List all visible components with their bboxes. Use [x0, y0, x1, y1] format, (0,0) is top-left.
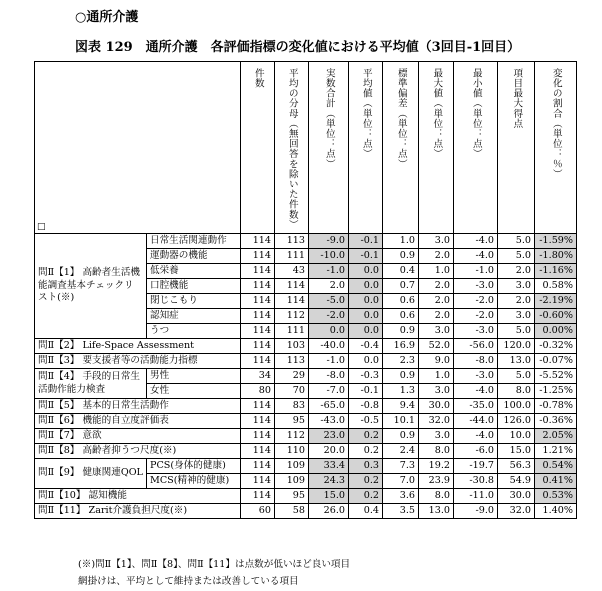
cell-count: 114	[241, 399, 275, 414]
cell-sd: 7.3	[383, 459, 419, 474]
cell-max-score: 3.0	[498, 279, 535, 294]
cell-rate: 1.21%	[535, 444, 577, 459]
sub-label: 口腔機能	[147, 279, 241, 294]
cell-mean: 0.4	[349, 504, 383, 519]
table-row	[35, 459, 577, 474]
cell-max-score: 5.0	[498, 369, 535, 384]
cell-rate: -1.25%	[535, 384, 577, 399]
cell-max: 9.0	[419, 354, 454, 369]
cell-denominator: 109	[275, 459, 309, 474]
cell-sd: 1.0	[383, 234, 419, 249]
cell-denominator: 111	[275, 249, 309, 264]
cell-sd: 2.3	[383, 354, 419, 369]
cell-rate: -1.80%	[535, 249, 577, 264]
cell-count: 114	[241, 324, 275, 339]
row-label: 問Ⅱ【6】 機能的自立度評価表	[35, 414, 241, 429]
cell-denominator: 112	[275, 429, 309, 444]
group-label-iadl: 問Ⅱ【4】 手段的日常生活動作能力検査	[35, 369, 147, 399]
cell-min: -8.0	[454, 354, 498, 369]
sub-label: 運動器の機能	[147, 249, 241, 264]
cell-rate: -2.19%	[535, 294, 577, 309]
cell-count: 114	[241, 234, 275, 249]
cell-sd: 1.3	[383, 384, 419, 399]
header-mean: 平均値（単位：点）	[349, 62, 383, 234]
cell-max-score: 8.0	[498, 384, 535, 399]
cell-denominator: 83	[275, 399, 309, 414]
cell-rate: 1.40%	[535, 504, 577, 519]
cell-max: 2.0	[419, 249, 454, 264]
cell-count: 80	[241, 384, 275, 399]
cell-sd: 0.6	[383, 294, 419, 309]
cell-count: 114	[241, 474, 275, 489]
cell-mean: -0.1	[349, 234, 383, 249]
cell-sd: 10.1	[383, 414, 419, 429]
group-label-qol: 問Ⅱ【9】 健康関連QOL	[35, 459, 147, 489]
cell-count: 114	[241, 459, 275, 474]
cell-max-score: 2.0	[498, 264, 535, 279]
cell-max: 3.0	[419, 324, 454, 339]
footnote-shading: 網掛けは、平均として維持または改善している項目	[78, 576, 299, 587]
cell-denominator: 114	[275, 294, 309, 309]
row-label: 問Ⅱ【2】 Life-Space Assessment	[35, 339, 241, 354]
cell-sd: 0.7	[383, 279, 419, 294]
header-row	[35, 62, 577, 234]
cell-sd: 16.9	[383, 339, 419, 354]
cell-rate: 0.58%	[535, 279, 577, 294]
cell-total: 26.0	[309, 504, 349, 519]
row-label: 問Ⅱ【3】 要支援者等の活動能力指標	[35, 354, 241, 369]
cell-max: 1.0	[419, 369, 454, 384]
cell-count: 114	[241, 354, 275, 369]
cell-min: -3.0	[454, 369, 498, 384]
cell-min: -19.7	[454, 459, 498, 474]
cell-max-score: 10.0	[498, 429, 535, 444]
cell-sd: 0.9	[383, 324, 419, 339]
cell-total: -40.0	[309, 339, 349, 354]
header-max: 最大値（単位：点）	[419, 62, 454, 234]
cell-sd: 2.4	[383, 444, 419, 459]
cell-max: 19.2	[419, 459, 454, 474]
corner-cell: □	[35, 62, 241, 234]
cell-total: -7.0	[309, 384, 349, 399]
cell-count: 114	[241, 489, 275, 504]
cell-total: -1.0	[309, 264, 349, 279]
header-sd: 標準偏差（単位：点）	[383, 62, 419, 234]
row-label: 問Ⅱ【5】 基本的日常生活動作	[35, 399, 241, 414]
cell-max: 13.0	[419, 504, 454, 519]
sub-label: PCS(身体的健康)	[147, 459, 241, 474]
cell-total: 15.0	[309, 489, 349, 504]
cell-mean: -0.1	[349, 384, 383, 399]
cell-count: 114	[241, 309, 275, 324]
cell-max-score: 30.0	[498, 489, 535, 504]
footnotes	[78, 556, 350, 590]
cell-max-score: 13.0	[498, 354, 535, 369]
sub-label: 閉じこもり	[147, 294, 241, 309]
cell-sd: 3.6	[383, 489, 419, 504]
cell-denominator: 113	[275, 354, 309, 369]
cell-max: 8.0	[419, 444, 454, 459]
cell-total: -1.0	[309, 354, 349, 369]
table-row	[35, 234, 577, 249]
cell-max-score: 3.0	[498, 309, 535, 324]
cell-count: 114	[241, 429, 275, 444]
cell-count: 114	[241, 339, 275, 354]
cell-mean: 0.2	[349, 474, 383, 489]
row-label: 問Ⅱ【10】 認知機能	[35, 489, 241, 504]
cell-count: 114	[241, 414, 275, 429]
cell-mean: -0.4	[349, 339, 383, 354]
cell-sd: 0.4	[383, 264, 419, 279]
cell-min: -6.0	[454, 444, 498, 459]
cell-rate: -1.16%	[535, 264, 577, 279]
cell-count: 114	[241, 444, 275, 459]
cell-mean: 0.2	[349, 444, 383, 459]
cell-sd: 0.9	[383, 429, 419, 444]
row-label: 問Ⅱ【7】 意欲	[35, 429, 241, 444]
cell-count: 114	[241, 264, 275, 279]
cell-min: -4.0	[454, 429, 498, 444]
evaluation-table	[34, 61, 577, 519]
cell-mean: 0.0	[349, 294, 383, 309]
cell-min: -44.0	[454, 414, 498, 429]
cell-max-score: 5.0	[498, 249, 535, 264]
cell-mean: 0.2	[349, 429, 383, 444]
table-row	[35, 444, 577, 459]
cell-rate: -0.78%	[535, 399, 577, 414]
table-row	[35, 339, 577, 354]
cell-min: -2.0	[454, 294, 498, 309]
sub-label: 女性	[147, 384, 241, 399]
cell-rate: 0.54%	[535, 459, 577, 474]
cell-max: 3.0	[419, 429, 454, 444]
cell-denominator: 95	[275, 489, 309, 504]
cell-min: -3.0	[454, 279, 498, 294]
cell-min: -56.0	[454, 339, 498, 354]
cell-denominator: 103	[275, 339, 309, 354]
cell-rate: -5.52%	[535, 369, 577, 384]
cell-max-score: 100.0	[498, 399, 535, 414]
cell-denominator: 110	[275, 444, 309, 459]
cell-min: -11.0	[454, 489, 498, 504]
cell-mean: 0.0	[349, 279, 383, 294]
cell-total: 2.0	[309, 279, 349, 294]
cell-min: -35.0	[454, 399, 498, 414]
cell-rate: -0.60%	[535, 309, 577, 324]
cell-max: 23.9	[419, 474, 454, 489]
cell-max-score: 2.0	[498, 294, 535, 309]
cell-sd: 9.4	[383, 399, 419, 414]
cell-min: -2.0	[454, 309, 498, 324]
cell-mean: -0.3	[349, 369, 383, 384]
cell-mean: -0.1	[349, 249, 383, 264]
cell-rate: 0.00%	[535, 324, 577, 339]
cell-rate: 0.53%	[535, 489, 577, 504]
cell-denominator: 112	[275, 309, 309, 324]
cell-denominator: 58	[275, 504, 309, 519]
cell-min: -4.0	[454, 234, 498, 249]
cell-max: 1.0	[419, 264, 454, 279]
cell-denominator: 70	[275, 384, 309, 399]
cell-denominator: 109	[275, 474, 309, 489]
cell-mean: 0.0	[349, 264, 383, 279]
group-label-checklist: 問Ⅱ【1】 高齢者生活機能調査基本チェックリスト(※)	[35, 234, 147, 339]
cell-max: 2.0	[419, 309, 454, 324]
cell-count: 114	[241, 249, 275, 264]
cell-denominator: 95	[275, 414, 309, 429]
sub-label: 低栄養	[147, 264, 241, 279]
cell-total: 33.4	[309, 459, 349, 474]
cell-mean: -0.5	[349, 414, 383, 429]
cell-total: -5.0	[309, 294, 349, 309]
cell-max: 52.0	[419, 339, 454, 354]
cell-rate: -0.07%	[535, 354, 577, 369]
cell-sd: 0.9	[383, 249, 419, 264]
cell-sd: 0.9	[383, 369, 419, 384]
cell-min: -9.0	[454, 504, 498, 519]
cell-max: 3.0	[419, 234, 454, 249]
cell-max-score: 5.0	[498, 234, 535, 249]
cell-mean: 0.0	[349, 354, 383, 369]
cell-count: 34	[241, 369, 275, 384]
section-heading: ○通所介護	[75, 10, 139, 25]
header-max-score: 項目最大得点	[498, 62, 535, 234]
cell-total: 24.3	[309, 474, 349, 489]
header-min: 最小値（単位：点）	[454, 62, 498, 234]
cell-max: 2.0	[419, 279, 454, 294]
table-row	[35, 399, 577, 414]
sub-label: 認知症	[147, 309, 241, 324]
cell-max-score: 120.0	[498, 339, 535, 354]
table-row	[35, 489, 577, 504]
cell-rate: -1.59%	[535, 234, 577, 249]
cell-count: 60	[241, 504, 275, 519]
cell-rate: 0.41%	[535, 474, 577, 489]
cell-max: 32.0	[419, 414, 454, 429]
cell-count: 114	[241, 294, 275, 309]
sub-label: 日常生活関連動作	[147, 234, 241, 249]
cell-max-score: 15.0	[498, 444, 535, 459]
cell-max-score: 56.3	[498, 459, 535, 474]
cell-total: -8.0	[309, 369, 349, 384]
sub-label: 男性	[147, 369, 241, 384]
cell-rate: -0.36%	[535, 414, 577, 429]
figure-title: 図表 129 通所介護 各評価指標の変化値における平均値（3回目-1回目）	[75, 40, 521, 55]
cell-rate: -0.32%	[535, 339, 577, 354]
cell-total: 23.0	[309, 429, 349, 444]
cell-min: -1.0	[454, 264, 498, 279]
table-row	[35, 504, 577, 519]
cell-total: -10.0	[309, 249, 349, 264]
cell-sd: 7.0	[383, 474, 419, 489]
cell-sd: 0.6	[383, 309, 419, 324]
cell-max-score: 5.0	[498, 324, 535, 339]
cell-max: 30.0	[419, 399, 454, 414]
header-count: 件数	[241, 62, 275, 234]
table-row	[35, 429, 577, 444]
cell-mean: 0.3	[349, 459, 383, 474]
footnote-lower-is-better: (※)問Ⅱ【1】、問Ⅱ【8】、問Ⅱ【11】は点数が低いほど良い項目	[78, 559, 351, 570]
cell-mean: 0.0	[349, 324, 383, 339]
cell-total: 0.0	[309, 324, 349, 339]
cell-sd: 3.5	[383, 504, 419, 519]
cell-count: 114	[241, 279, 275, 294]
cell-denominator: 114	[275, 279, 309, 294]
row-label: 問Ⅱ【8】 高齢者抑うつ尺度(※)	[35, 444, 241, 459]
cell-total: -43.0	[309, 414, 349, 429]
cell-max: 2.0	[419, 294, 454, 309]
cell-min: -30.8	[454, 474, 498, 489]
cell-max-score: 54.9	[498, 474, 535, 489]
table-row	[35, 414, 577, 429]
cell-mean: 0.2	[349, 489, 383, 504]
cell-min: -3.0	[454, 324, 498, 339]
header-total: 実数合計（単位：点）	[309, 62, 349, 234]
cell-min: -4.0	[454, 249, 498, 264]
cell-min: -4.0	[454, 384, 498, 399]
cell-denominator: 113	[275, 234, 309, 249]
table-row	[35, 354, 577, 369]
cell-denominator: 43	[275, 264, 309, 279]
cell-denominator: 111	[275, 324, 309, 339]
cell-total: -9.0	[309, 234, 349, 249]
header-rate: 変化の割合（単位：％）	[535, 62, 577, 234]
cell-max: 3.0	[419, 384, 454, 399]
cell-mean: 0.0	[349, 309, 383, 324]
sub-label: うつ	[147, 324, 241, 339]
cell-denominator: 29	[275, 369, 309, 384]
cell-max-score: 32.0	[498, 504, 535, 519]
cell-total: -2.0	[309, 309, 349, 324]
cell-rate: 2.05%	[535, 429, 577, 444]
cell-max: 8.0	[419, 489, 454, 504]
sub-label: MCS(精神的健康)	[147, 474, 241, 489]
cell-max-score: 126.0	[498, 414, 535, 429]
header-denominator: 平均の分母（無回答を除いた件数）	[275, 62, 309, 234]
row-label: 問Ⅱ【11】 Zarit介護負担尺度(※)	[35, 504, 241, 519]
table-row	[35, 369, 577, 384]
cell-total: 20.0	[309, 444, 349, 459]
cell-total: -65.0	[309, 399, 349, 414]
cell-mean: -0.8	[349, 399, 383, 414]
